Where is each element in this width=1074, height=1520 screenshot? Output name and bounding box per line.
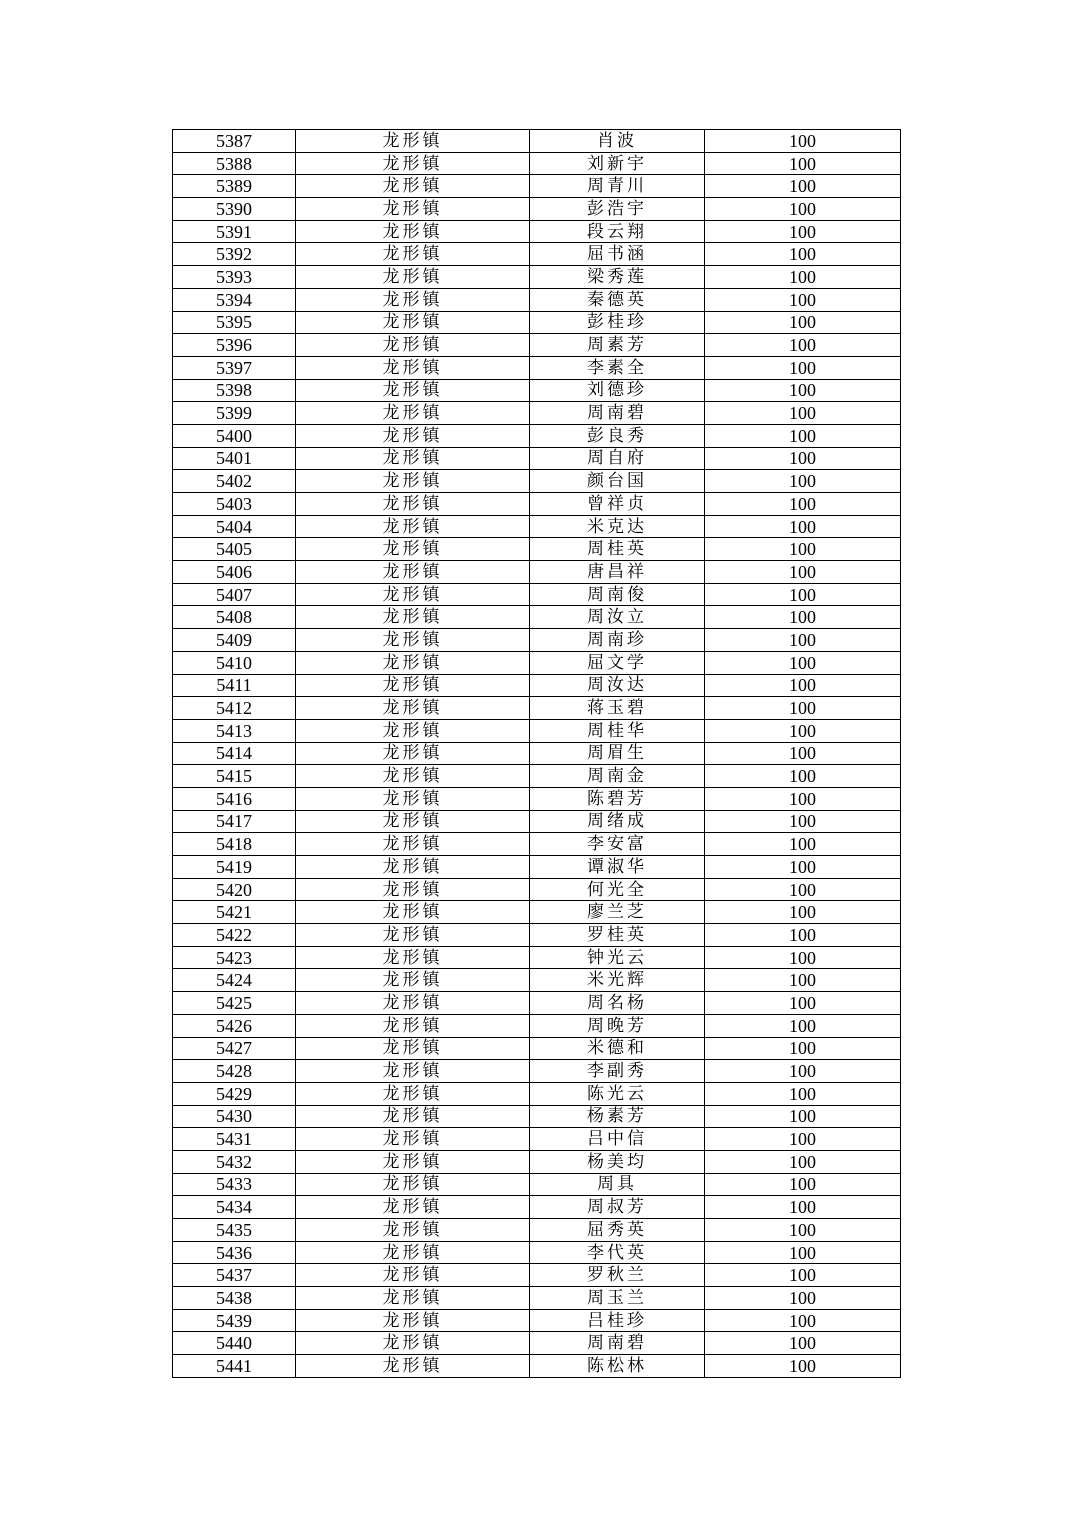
name-cell: 周汝达 (530, 674, 705, 697)
table-row (173, 583, 901, 606)
name-cell: 刘德珍 (530, 379, 705, 402)
amount-cell: 100 (705, 1355, 901, 1378)
table-row (173, 629, 901, 652)
row-number-cell: 5435 (173, 1219, 296, 1242)
table-row (173, 856, 901, 879)
amount-cell: 100 (705, 651, 901, 674)
row-number-cell: 5424 (173, 969, 296, 992)
table-row (173, 810, 901, 833)
table-row (173, 1264, 901, 1287)
town-cell: 龙形镇 (296, 833, 530, 856)
name-cell: 周南碧 (530, 402, 705, 425)
name-cell: 唐昌祥 (530, 561, 705, 584)
amount-cell: 100 (705, 311, 901, 334)
table-row (173, 1128, 901, 1151)
name-cell: 米光辉 (530, 969, 705, 992)
row-number-cell: 5409 (173, 629, 296, 652)
amount-cell: 100 (705, 583, 901, 606)
amount-cell: 100 (705, 1150, 901, 1173)
amount-cell: 100 (705, 243, 901, 266)
name-cell: 刘新宇 (530, 152, 705, 175)
name-cell: 彭浩宇 (530, 198, 705, 221)
row-number-cell: 5406 (173, 561, 296, 584)
town-cell: 龙形镇 (296, 198, 530, 221)
name-cell: 段云翔 (530, 220, 705, 243)
amount-cell: 100 (705, 833, 901, 856)
row-number-cell: 5421 (173, 901, 296, 924)
name-cell: 周绪成 (530, 810, 705, 833)
town-cell: 龙形镇 (296, 1105, 530, 1128)
name-cell: 李代英 (530, 1241, 705, 1264)
row-number-cell: 5439 (173, 1309, 296, 1332)
row-number-cell: 5401 (173, 447, 296, 470)
row-number-cell: 5408 (173, 606, 296, 629)
amount-cell: 100 (705, 765, 901, 788)
table-row (173, 901, 901, 924)
town-cell: 龙形镇 (296, 493, 530, 516)
row-number-cell: 5400 (173, 424, 296, 447)
table-row (173, 719, 901, 742)
town-cell: 龙形镇 (296, 1060, 530, 1083)
amount-cell: 100 (705, 493, 901, 516)
name-cell: 谭淑华 (530, 856, 705, 879)
name-cell: 周桂英 (530, 538, 705, 561)
table-row (173, 1287, 901, 1310)
table-row (173, 220, 901, 243)
town-cell: 龙形镇 (296, 424, 530, 447)
name-cell: 曾祥贞 (530, 493, 705, 516)
table-row (173, 969, 901, 992)
amount-cell: 100 (705, 1105, 901, 1128)
row-number-cell: 5389 (173, 175, 296, 198)
name-cell: 陈光云 (530, 1082, 705, 1105)
table-row (173, 130, 901, 153)
amount-cell: 100 (705, 447, 901, 470)
amount-cell: 100 (705, 1196, 901, 1219)
town-cell: 龙形镇 (296, 901, 530, 924)
table-row (173, 266, 901, 289)
name-cell: 米克达 (530, 515, 705, 538)
amount-cell: 100 (705, 379, 901, 402)
amount-cell: 100 (705, 220, 901, 243)
table-row (173, 470, 901, 493)
amount-cell: 100 (705, 924, 901, 947)
table-row (173, 1150, 901, 1173)
table-row (173, 538, 901, 561)
row-number-cell: 5419 (173, 856, 296, 879)
town-cell: 龙形镇 (296, 266, 530, 289)
table-row (173, 198, 901, 221)
row-number-cell: 5440 (173, 1332, 296, 1355)
amount-cell: 100 (705, 1264, 901, 1287)
amount-cell: 100 (705, 787, 901, 810)
name-cell: 周晚芳 (530, 1014, 705, 1037)
town-cell: 龙形镇 (296, 856, 530, 879)
row-number-cell: 5438 (173, 1287, 296, 1310)
amount-cell: 100 (705, 878, 901, 901)
amount-cell: 100 (705, 130, 901, 153)
town-cell: 龙形镇 (296, 946, 530, 969)
name-cell: 米德和 (530, 1037, 705, 1060)
amount-cell: 100 (705, 946, 901, 969)
table-row (173, 493, 901, 516)
amount-cell: 100 (705, 538, 901, 561)
town-cell: 龙形镇 (296, 1037, 530, 1060)
amount-cell: 100 (705, 1332, 901, 1355)
name-cell: 杨美均 (530, 1150, 705, 1173)
town-cell: 龙形镇 (296, 1309, 530, 1332)
row-number-cell: 5398 (173, 379, 296, 402)
amount-cell: 100 (705, 810, 901, 833)
town-cell: 龙形镇 (296, 1264, 530, 1287)
table-row (173, 243, 901, 266)
amount-cell: 100 (705, 356, 901, 379)
row-number-cell: 5413 (173, 719, 296, 742)
amount-cell: 100 (705, 175, 901, 198)
amount-cell: 100 (705, 969, 901, 992)
town-cell: 龙形镇 (296, 152, 530, 175)
town-cell: 龙形镇 (296, 629, 530, 652)
town-cell: 龙形镇 (296, 1219, 530, 1242)
table-row (173, 288, 901, 311)
town-cell: 龙形镇 (296, 924, 530, 947)
name-cell: 蒋玉碧 (530, 697, 705, 720)
town-cell: 龙形镇 (296, 1082, 530, 1105)
amount-cell: 100 (705, 424, 901, 447)
town-cell: 龙形镇 (296, 583, 530, 606)
name-cell: 彭良秀 (530, 424, 705, 447)
town-cell: 龙形镇 (296, 243, 530, 266)
name-cell: 罗秋兰 (530, 1264, 705, 1287)
table-row (173, 674, 901, 697)
name-cell: 周南珍 (530, 629, 705, 652)
row-number-cell: 5434 (173, 1196, 296, 1219)
row-number-cell: 5414 (173, 742, 296, 765)
amount-cell: 100 (705, 1037, 901, 1060)
table-row (173, 402, 901, 425)
amount-cell: 100 (705, 334, 901, 357)
table-row (173, 1014, 901, 1037)
town-cell: 龙形镇 (296, 674, 530, 697)
table-row (173, 1082, 901, 1105)
name-cell: 周名杨 (530, 992, 705, 1015)
row-number-cell: 5417 (173, 810, 296, 833)
name-cell: 周青川 (530, 175, 705, 198)
table-row (173, 833, 901, 856)
row-number-cell: 5429 (173, 1082, 296, 1105)
name-cell: 钟光云 (530, 946, 705, 969)
row-number-cell: 5412 (173, 697, 296, 720)
town-cell: 龙形镇 (296, 878, 530, 901)
amount-cell: 100 (705, 674, 901, 697)
amount-cell: 100 (705, 1309, 901, 1332)
row-number-cell: 5420 (173, 878, 296, 901)
row-number-cell: 5426 (173, 1014, 296, 1037)
town-cell: 龙形镇 (296, 288, 530, 311)
amount-cell: 100 (705, 266, 901, 289)
town-cell: 龙形镇 (296, 470, 530, 493)
town-cell: 龙形镇 (296, 1173, 530, 1196)
row-number-cell: 5430 (173, 1105, 296, 1128)
row-number-cell: 5393 (173, 266, 296, 289)
town-cell: 龙形镇 (296, 130, 530, 153)
name-cell: 屈文学 (530, 651, 705, 674)
town-cell: 龙形镇 (296, 1128, 530, 1151)
table-row (173, 1037, 901, 1060)
town-cell: 龙形镇 (296, 356, 530, 379)
table-row (173, 424, 901, 447)
name-cell: 屈书涵 (530, 243, 705, 266)
table-row (173, 175, 901, 198)
row-number-cell: 5437 (173, 1264, 296, 1287)
row-number-cell: 5436 (173, 1241, 296, 1264)
row-number-cell: 5415 (173, 765, 296, 788)
row-number-cell: 5387 (173, 130, 296, 153)
name-cell: 周汝立 (530, 606, 705, 629)
row-number-cell: 5403 (173, 493, 296, 516)
town-cell: 龙形镇 (296, 719, 530, 742)
row-number-cell: 5441 (173, 1355, 296, 1378)
row-number-cell: 5432 (173, 1150, 296, 1173)
amount-cell: 100 (705, 1241, 901, 1264)
table-row (173, 1332, 901, 1355)
town-cell: 龙形镇 (296, 311, 530, 334)
table-row (173, 1173, 901, 1196)
town-cell: 龙形镇 (296, 1355, 530, 1378)
row-number-cell: 5416 (173, 787, 296, 810)
row-number-cell: 5433 (173, 1173, 296, 1196)
town-cell: 龙形镇 (296, 515, 530, 538)
town-cell: 龙形镇 (296, 538, 530, 561)
name-cell: 廖兰芝 (530, 901, 705, 924)
data-table (172, 129, 901, 1378)
town-cell: 龙形镇 (296, 175, 530, 198)
amount-cell: 100 (705, 992, 901, 1015)
name-cell: 屈秀英 (530, 1219, 705, 1242)
town-cell: 龙形镇 (296, 992, 530, 1015)
row-number-cell: 5427 (173, 1037, 296, 1060)
name-cell: 彭桂珍 (530, 311, 705, 334)
amount-cell: 100 (705, 1060, 901, 1083)
town-cell: 龙形镇 (296, 651, 530, 674)
name-cell: 周叔芳 (530, 1196, 705, 1219)
town-cell: 龙形镇 (296, 810, 530, 833)
town-cell: 龙形镇 (296, 402, 530, 425)
town-cell: 龙形镇 (296, 787, 530, 810)
town-cell: 龙形镇 (296, 1287, 530, 1310)
table-row (173, 946, 901, 969)
name-cell: 陈松林 (530, 1355, 705, 1378)
name-cell: 周南碧 (530, 1332, 705, 1355)
row-number-cell: 5396 (173, 334, 296, 357)
table-row (173, 1355, 901, 1378)
name-cell: 颜台国 (530, 470, 705, 493)
name-cell: 秦德英 (530, 288, 705, 311)
table-row (173, 878, 901, 901)
row-number-cell: 5391 (173, 220, 296, 243)
table-row (173, 1219, 901, 1242)
table-row (173, 651, 901, 674)
name-cell: 罗桂英 (530, 924, 705, 947)
row-number-cell: 5405 (173, 538, 296, 561)
amount-cell: 100 (705, 198, 901, 221)
name-cell: 周自府 (530, 447, 705, 470)
amount-cell: 100 (705, 1128, 901, 1151)
table-row (173, 447, 901, 470)
table-row (173, 1309, 901, 1332)
row-number-cell: 5423 (173, 946, 296, 969)
name-cell: 李副秀 (530, 1060, 705, 1083)
town-cell: 龙形镇 (296, 561, 530, 584)
table-row (173, 742, 901, 765)
row-number-cell: 5392 (173, 243, 296, 266)
amount-cell: 100 (705, 742, 901, 765)
name-cell: 周具 (530, 1173, 705, 1196)
name-cell: 周南俊 (530, 583, 705, 606)
table-row (173, 515, 901, 538)
table-row (173, 1196, 901, 1219)
row-number-cell: 5402 (173, 470, 296, 493)
name-cell: 梁秀莲 (530, 266, 705, 289)
name-cell: 陈碧芳 (530, 787, 705, 810)
amount-cell: 100 (705, 402, 901, 425)
name-cell: 周眉生 (530, 742, 705, 765)
table-row (173, 379, 901, 402)
table-row (173, 1060, 901, 1083)
row-number-cell: 5388 (173, 152, 296, 175)
name-cell: 何光全 (530, 878, 705, 901)
table-row (173, 606, 901, 629)
name-cell: 肖波 (530, 130, 705, 153)
table-row (173, 1241, 901, 1264)
town-cell: 龙形镇 (296, 1150, 530, 1173)
name-cell: 吕桂珍 (530, 1309, 705, 1332)
row-number-cell: 5418 (173, 833, 296, 856)
amount-cell: 100 (705, 901, 901, 924)
row-number-cell: 5399 (173, 402, 296, 425)
table-body (173, 130, 901, 1378)
town-cell: 龙形镇 (296, 220, 530, 243)
amount-cell: 100 (705, 515, 901, 538)
amount-cell: 100 (705, 606, 901, 629)
town-cell: 龙形镇 (296, 1196, 530, 1219)
row-number-cell: 5397 (173, 356, 296, 379)
name-cell: 周南金 (530, 765, 705, 788)
amount-cell: 100 (705, 856, 901, 879)
name-cell: 李安富 (530, 833, 705, 856)
town-cell: 龙形镇 (296, 1014, 530, 1037)
town-cell: 龙形镇 (296, 606, 530, 629)
amount-cell: 100 (705, 152, 901, 175)
amount-cell: 100 (705, 1219, 901, 1242)
amount-cell: 100 (705, 470, 901, 493)
table-row (173, 1105, 901, 1128)
row-number-cell: 5390 (173, 198, 296, 221)
table-row (173, 697, 901, 720)
town-cell: 龙形镇 (296, 379, 530, 402)
row-number-cell: 5407 (173, 583, 296, 606)
name-cell: 杨素芳 (530, 1105, 705, 1128)
amount-cell: 100 (705, 719, 901, 742)
name-cell: 周素芳 (530, 334, 705, 357)
table-row (173, 356, 901, 379)
town-cell: 龙形镇 (296, 765, 530, 788)
amount-cell: 100 (705, 288, 901, 311)
row-number-cell: 5428 (173, 1060, 296, 1083)
row-number-cell: 5411 (173, 674, 296, 697)
table-row (173, 992, 901, 1015)
name-cell: 周玉兰 (530, 1287, 705, 1310)
amount-cell: 100 (705, 1014, 901, 1037)
amount-cell: 100 (705, 1173, 901, 1196)
amount-cell: 100 (705, 1082, 901, 1105)
amount-cell: 100 (705, 697, 901, 720)
name-cell: 周桂华 (530, 719, 705, 742)
town-cell: 龙形镇 (296, 969, 530, 992)
table-row (173, 334, 901, 357)
row-number-cell: 5431 (173, 1128, 296, 1151)
town-cell: 龙形镇 (296, 1241, 530, 1264)
town-cell: 龙形镇 (296, 697, 530, 720)
amount-cell: 100 (705, 629, 901, 652)
table-row (173, 765, 901, 788)
row-number-cell: 5404 (173, 515, 296, 538)
amount-cell: 100 (705, 1287, 901, 1310)
town-cell: 龙形镇 (296, 1332, 530, 1355)
table-row (173, 311, 901, 334)
table-row (173, 924, 901, 947)
table-row (173, 152, 901, 175)
name-cell: 李素全 (530, 356, 705, 379)
town-cell: 龙形镇 (296, 742, 530, 765)
row-number-cell: 5410 (173, 651, 296, 674)
town-cell: 龙形镇 (296, 334, 530, 357)
row-number-cell: 5422 (173, 924, 296, 947)
amount-cell: 100 (705, 561, 901, 584)
town-cell: 龙形镇 (296, 447, 530, 470)
row-number-cell: 5395 (173, 311, 296, 334)
table-row (173, 787, 901, 810)
table-row (173, 561, 901, 584)
name-cell: 吕中信 (530, 1128, 705, 1151)
row-number-cell: 5394 (173, 288, 296, 311)
row-number-cell: 5425 (173, 992, 296, 1015)
